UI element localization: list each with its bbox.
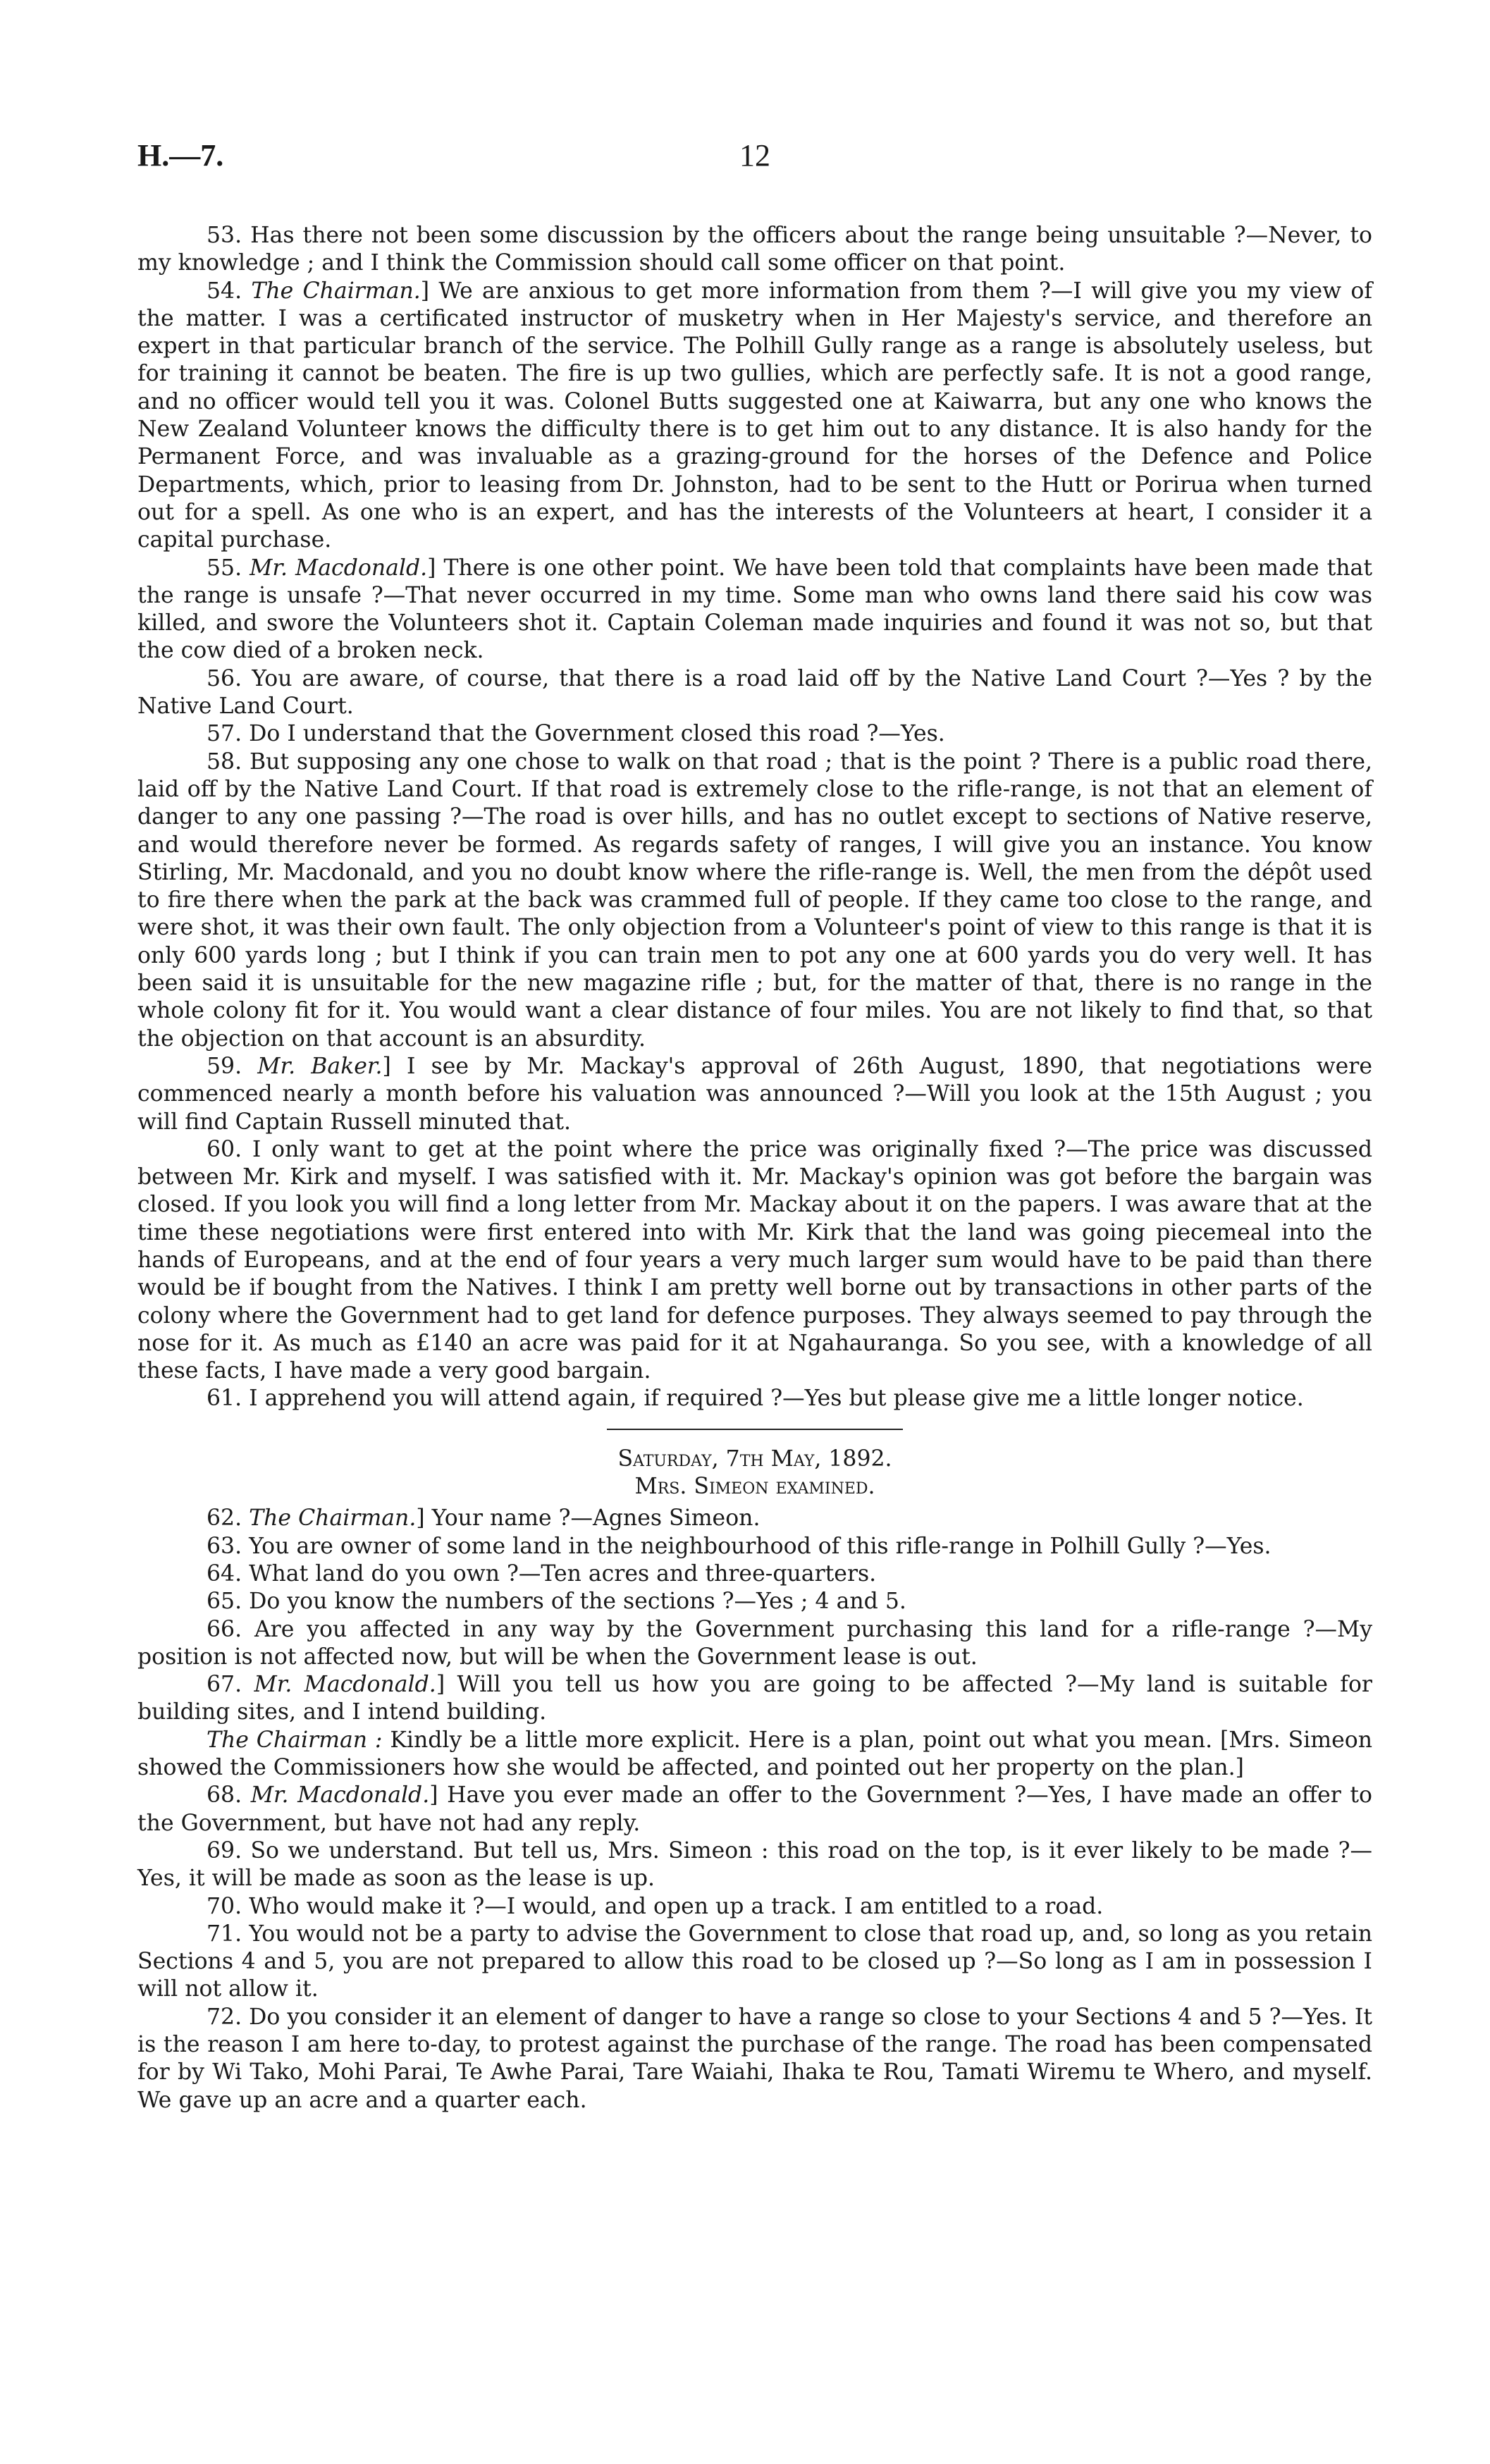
testimony-paragraph [137,1893,1372,1921]
testimony-text: We are anxious to get more information from them ?—I will give you my view of the matter. I was a certificated instructor of musketry when in Her Majesty's service, and therefore an expert in that particular branch of the service. The Polhill Gully range as a range is absolutely useless, but for training it cannot be beaten. The fire is up two gullies, which are perfectly safe. It is not a good range, and no officer would tell you it was. Colonel Butts suggested one at Kaiwarra, but any one who knows the New Zealand Volunteer knows the difficulty there is to get him out to any distance. It is also handy for the Permanent Force, and was invaluable as a grazing-ground for the horses of the Defence and Police Departments, which, prior to leasing from Dr. Johnston, had to be sent to the Hutt or Porirua when turned out for a spell. As one who is an expert, and has the interests of the Volunteers at heart, I consider it a capital purchase. [137,278,1372,553]
testimony-paragraph [137,222,1372,278]
document-id: H.—7. [137,138,224,173]
testimony-text: But supposing any one chose to walk on that road ; that is the point ? There is a public road there, laid off by the Native Land Court. If that road is extremely close to the rifle-range, is not that an element of danger to any one passing ?—The road is over hills, and has no outlet except to sections of Native reserve, and would therefore never be formed. As regards safety of ranges, I will give you an instance. You know Stirling, Mr. Macdonald, and you no doubt know where the rifle-range is. Well, the men from the dépôt used to fire there when the park at the back was crammed full of people. If they came too close to the range, and were shot, it was their own fault. The only objection from a Volunteer's point of view to this range is that it is only 600 yards long ; but I think if you can train men to pot any one at 600 yards you do very well. It has been said it is unsuitable for the new magazine rifle ; but, for the matter of that, there is no range in the whole colony fit for it. You would want a clear distance of four miles. You are not likely to find that, so that the objection on that account is an absurdity. [137,749,1373,1052]
speaker-name: Mr. Baker. [257,1053,383,1079]
question-number: 59. [207,1053,242,1079]
testimony-text: Have you ever made an offer to the Government ?—Yes, I have made an offer to the Government, but have not had any reply. [137,1782,1372,1836]
testimony-paragraph: 62. The Chairman.] Your name ?—Agnes Simeon. [207,1505,761,1532]
speaker-name: Mr. Macdonald. [250,555,428,581]
testimony-paragraph [137,1588,1372,1615]
testimony-text: What land do you own ?—Ten acres and three-quarters. [249,1560,877,1587]
testimony-text: You are owner of some land in the neighbourhood of this rifle-range in Polhill Gully ?—Yes. [249,1533,1272,1559]
testimony-paragraph: 68. Mr. Macdonald.] Have you ever made an offer to the Government ?—Yes, I have made an offer to the Government, but have not had any reply. [137,1782,1372,1836]
question-number: 68. [207,1782,242,1809]
testimony-text: You would not be a party to advise the Government to close that road up, and, so long as you retain Sections 4 and 5, you are not prepared to allow this road to be closed up ?—So long as I am in possession I will not allow it. [137,1921,1372,2002]
testimony-paragraph [137,1533,1372,1560]
question-number: 65. [207,1589,242,1615]
question-number: 71. [207,1921,242,1947]
page-header [137,137,1372,194]
question-number: 58. [207,749,242,775]
testimony-text: I see by Mr. Mackay's approval of 26th August, 1890, that negotiations were commenced nearly a month before his valuation was announced ?—Will you look at the 15th August ; you will find Captain Russell minuted that. [137,1053,1372,1135]
testimony-text: I only want to get at the point where the price was originally fixed ?—The price was discussed between Mr. Kirk and myself. I was satisfied with it. Mr. Mackay's opinion was got before the bargain was closed. If you look you will find a long letter from Mr. Mackay about it on the papers. I was aware that at the time these negotiations were first entered into with Mr. Kirk that the land was going piecemeal into the hands of Europeans, and at the end of four years a very much larger sum would have to be paid than there would be if bought from the Natives. I think I am pretty well borne out by transactions in other parts of the colony where the Government had to get land for defence purposes. They always seemed to pay through the nose for it. As much as £140 an acre was paid for it at Ngahauranga. So you see, with a knowledge of all these facts, I have made a very good bargain. [137,1136,1372,1384]
testimony-text: Are you affected in any way by the Government purchasing this land for a rifle-range ?—My position is not affected now, but will be when the Government lease is out. [137,1616,1372,1670]
testimony-text: Do you consider it an element of danger to have a range so close to your Sections 4 and 5 ?—Yes. It is the reason I am here to-day, to protest against the purchase of the range. The road has been compensated for by Wi Tako, Mohi Parai, Te Awhe Parai, Tare Waiahi, Ihaka te Rou, Tamati Wiremu te Whero, and myself. We gave up an acre and a quarter each. [137,2004,1373,2113]
testimony-paragraph [137,1136,1372,1386]
testimony-text: Do you know the numbers of the sections ?—Yes ; 4 and 5. [249,1589,906,1615]
speaker-name: Mr. Macdonald. [250,1782,430,1809]
speaker-name: Mr. Macdonald. [254,1672,436,1698]
testimony-paragraph [137,1727,1372,1782]
question-number: 69. [207,1837,242,1864]
question-number: 56. [207,665,242,691]
testimony-paragraph [137,1385,1372,1412]
testimony-text: Who would make it ?—I would, and open up a track. I am entitled to a road. [249,1893,1104,1919]
testimony-text: Your name ?—Agnes Simeon. [431,1505,761,1532]
document-body [137,222,1372,2114]
testimony-paragraph [137,749,1372,1053]
question-number: 70. [207,1893,242,1919]
question-number: 57. [207,721,242,747]
question-number: 61. [207,1386,242,1412]
question-number: 62. [207,1505,242,1532]
testimony-paragraph [137,720,1372,748]
testimony-paragraph: 55. Mr. Macdonald.] There is one other point. We have been told that complaints have been made that the range is unsafe ?—That never occurred in my time. Some man who owns land there said his cow was killed, and swore the Volunteers shot it. Captain Coleman made inquiries and found it was not so, but that the cow died of a broken neck. [137,555,1372,664]
testimony-paragraph: 54. The Chairman.] We are anxious to get more information from them ?—I will give you my view of the matter. I was a certificated instructor of musketry when in Her Majesty's service, and therefore an expert in that particular branch of the service. The Polhill Gully range as a range is absolutely useless, but for training it cannot be beaten. The fire is up two gullies, which are perfectly safe. It is not a good range, and no officer would tell you it was. Colonel Butts suggested one at Kaiwarra, but any one who knows the New Zealand Volunteer knows the difficulty there is to get him out to any distance. It is also handy for the Permanent Force, and was invaluable as a grazing-ground for the horses of the Defence and Police Departments, which, prior to leasing from Dr. Johnston, had to be sent to the Hutt or Porirua when turned out for a spell. As one who is an expert, and has the interests of the Volunteers at heart, I consider it a capital purchase. [137,278,1372,553]
question-number: 60. [207,1136,242,1162]
testimony-section-2 [137,1505,1372,2114]
testimony-paragraph [137,1837,1372,1893]
testimony-text: Do I understand that the Government closed this road ?—Yes. [249,721,945,747]
testimony-paragraph [137,665,1372,721]
question-number: 63. [207,1533,242,1559]
speaker-name: The Chairman. [249,1505,417,1532]
question-number: 72. [207,2004,242,2030]
testimony-paragraph: 59. Mr. Baker.] I see by Mr. Mackay's approval of 26th August, 1890, that negotiations were commenced nearly a month before his valuation was announced ?—Will you look at the 15th August ; you will find Captain Russell minuted that. [137,1053,1372,1135]
question-number: 55. [207,555,242,581]
testimony-text: Will you tell us how you are going to be affected ?—My land is suitable for building sites, and I intend building. [137,1672,1372,1725]
session-date: Saturday, 7th May, 1892. [617,1446,892,1472]
testimony-text: There is one other point. We have been told that complaints have been made that the range is unsafe ?—That never occurred in my time. Some man who owns land there said his cow was killed, and swore the Volunteers shot it. Captain Coleman made inquiries and found it was not so, but that the cow died of a broken neck. [137,555,1372,664]
page-number: 12 [739,138,770,173]
question-number: 66. [207,1616,242,1642]
question-number: 53. [207,223,242,248]
testimony-text: You are aware, of course, that there is a road laid off by the Native Land Court ?—Yes ? by the Native Land Court. [137,665,1372,720]
testimony-paragraph: 67. Mr. Macdonald.] Will you tell us how you are going to be affected ?—My land is suitable for building sites, and I intend building. [137,1672,1372,1725]
witness-heading: Mrs. Simeon examined. [634,1474,875,1500]
testimony-text: Has there not been some discussion by the officers about the range being unsuitable ?—Never, to my knowledge ; and I think the Commission should call some officer on that point. [137,223,1372,276]
testimony-paragraph [137,1560,1372,1588]
testimony-paragraph [137,2004,1372,2114]
question-number: 64. [207,1560,242,1587]
speaker-name: The Chairman : [207,1727,383,1753]
section-divider [607,1429,903,1430]
testimony-text: I apprehend you will attend again, if required ?—Yes but please give me a little longer notice. [249,1386,1304,1412]
speaker-name: The Chairman. [251,278,421,304]
question-number: 67. [207,1672,242,1698]
testimony-text: So we understand. But tell us, Mrs. Simeon : this road on the top, is it ever likely to be made ?—Yes, it will be made as soon as the lease is up. [137,1837,1372,1892]
testimony-section-1 [137,222,1372,1413]
testimony-paragraph [137,1921,1372,2004]
question-number: 54. [207,278,242,304]
testimony-text: Kindly be a little more explicit. Here is a plan, point out what you mean. [Mrs. Simeon showed the Commissioners how she would be affected, and pointed out her property on the plan.] [137,1727,1373,1781]
testimony-paragraph [137,1616,1372,1672]
document-page [137,137,1372,2114]
